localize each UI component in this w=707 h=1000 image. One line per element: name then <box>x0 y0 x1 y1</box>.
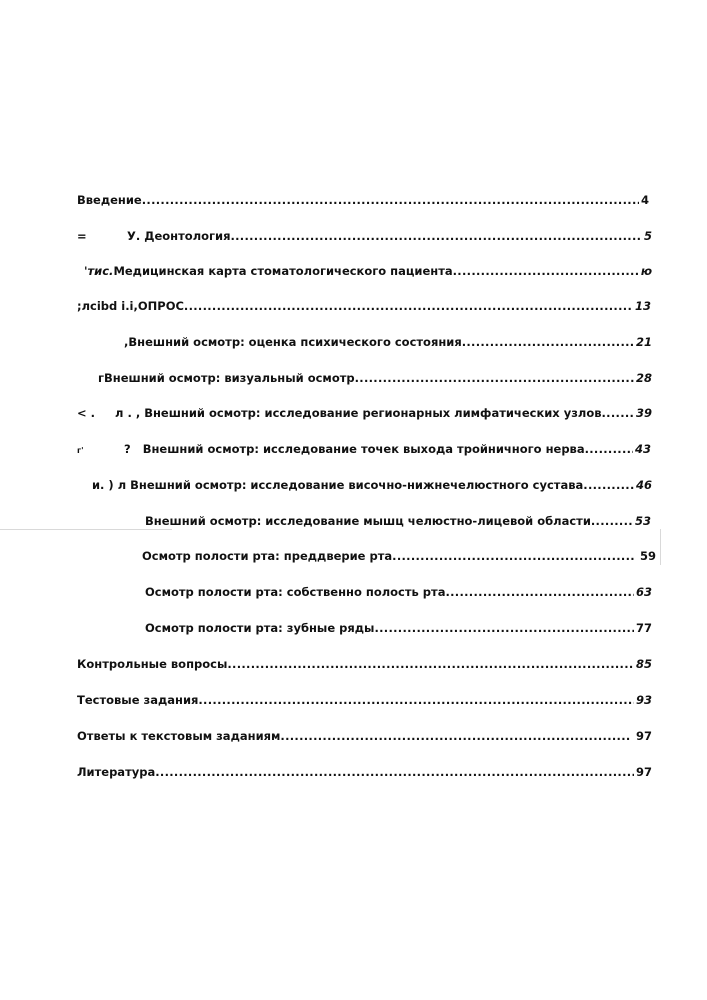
toc-entry-prefix: г <box>98 371 105 385</box>
toc-entry-prefix: 'тис. <box>84 264 114 278</box>
toc-leader-dots <box>445 583 634 601</box>
toc-entry-page: 59 <box>639 549 656 563</box>
toc-entry-page: 93 <box>635 693 652 707</box>
toc-leader-dots <box>155 763 634 781</box>
toc-entry-page: 46 <box>635 478 652 492</box>
toc-leader-dots <box>591 512 633 530</box>
toc-entry[interactable] <box>77 191 649 209</box>
toc-leader-dots <box>374 619 634 637</box>
toc-entry[interactable] <box>145 583 652 601</box>
toc-entry-title: Литература <box>77 765 156 779</box>
toc-entry-title: У. Деонтология <box>127 229 231 243</box>
toc-entry-title: Внешний осмотр: оценка психического состояния <box>128 335 462 349</box>
toc-entry[interactable] <box>77 440 651 458</box>
toc-entry-title: ОПРОС <box>137 299 184 313</box>
scan-artifact-vline <box>660 529 661 565</box>
toc-leader-dots <box>198 691 634 709</box>
toc-entry-page: 77 <box>635 621 652 635</box>
toc-entry-page: 5 <box>643 229 652 243</box>
toc-entry[interactable] <box>92 476 652 494</box>
toc-leader-dots <box>585 440 633 458</box>
toc-leader-dots <box>227 655 634 673</box>
toc-entry-page: 13 <box>634 299 651 313</box>
toc-entry-title: Внешний осмотр: визуальный осмотр <box>104 371 355 385</box>
toc-entry-page: ю <box>640 264 652 278</box>
toc-entry-title: Ответы к текстовым заданиям <box>77 729 281 743</box>
toc-entry[interactable] <box>98 369 652 387</box>
toc-entry-title: Внешний осмотр: исследование височно-нижнечелюстного сустава <box>130 478 584 492</box>
toc-leader-dots <box>280 727 631 745</box>
toc-leader-dots <box>602 404 634 422</box>
toc-entry-marker: ? <box>124 442 143 456</box>
toc-leader-dots <box>230 227 642 245</box>
toc-entry-page: 97 <box>635 729 652 743</box>
toc-leader-dots <box>142 191 639 209</box>
toc-entry[interactable] <box>77 227 652 245</box>
toc-entry-prefix: = <box>77 229 87 243</box>
toc-entry-title: Медицинская карта стоматологического пациента <box>113 264 453 278</box>
toc-entry[interactable] <box>77 727 652 745</box>
toc-entry-title: Осмотр полости рта: собственно полость рта <box>145 585 446 599</box>
toc-entry-prefix: ;лcibd i.i, <box>77 299 138 313</box>
toc-entry-prefix: , <box>124 335 129 349</box>
toc-entry-page: 63 <box>635 585 652 599</box>
toc-entry-page: 85 <box>635 657 652 671</box>
toc-entry-page: 4 <box>640 193 649 207</box>
toc-entry[interactable] <box>77 763 652 781</box>
toc-entry-page: 53 <box>634 514 651 528</box>
toc-entry-title: Внешний осмотр: исследование мышц челюстно-лицевой области <box>145 514 591 528</box>
toc-entry-title: Внешний осмотр: исследование точек выхода тройничного нерва <box>142 442 585 456</box>
toc-entry-page: 39 <box>635 406 652 420</box>
toc-entry-prefix: г' <box>77 446 84 455</box>
toc-entry-page: 28 <box>635 371 652 385</box>
toc-entry-title: Внешний осмотр: исследование регионарных лимфатических узлов <box>144 406 602 420</box>
toc-leader-dots <box>355 369 634 387</box>
toc-entry[interactable] <box>145 619 652 637</box>
toc-leader-dots <box>453 262 639 280</box>
toc-entry-title: Введение <box>77 193 142 207</box>
toc-entry[interactable] <box>142 547 656 565</box>
toc-entry[interactable] <box>77 404 652 422</box>
toc-entry-prefix: и. ) л <box>92 478 131 492</box>
toc-leader-dots <box>184 297 633 315</box>
toc-entry[interactable] <box>145 512 651 530</box>
toc-entry-prefix: < . л . , <box>77 406 145 420</box>
toc-leader-dots <box>583 476 634 494</box>
toc-leader-dots <box>462 333 634 351</box>
toc-entry-page: 97 <box>635 765 652 779</box>
toc-entry[interactable] <box>84 262 652 280</box>
toc-entry-title: Осмотр полости рта: преддверие рта <box>142 549 393 563</box>
toc-entry-title: Тестовые задания <box>77 693 199 707</box>
toc-entry-title: Осмотр полости рта: зубные ряды <box>145 621 375 635</box>
toc-entry-page: 21 <box>635 335 652 349</box>
toc-entry[interactable] <box>77 691 652 709</box>
toc-entry-title: Контрольные вопросы <box>77 657 228 671</box>
toc-entry[interactable] <box>77 655 652 673</box>
toc-entry-page: 43 <box>634 442 651 456</box>
toc-entry[interactable] <box>124 333 652 351</box>
toc-entry[interactable] <box>77 297 651 315</box>
toc-leader-dots <box>392 547 635 565</box>
